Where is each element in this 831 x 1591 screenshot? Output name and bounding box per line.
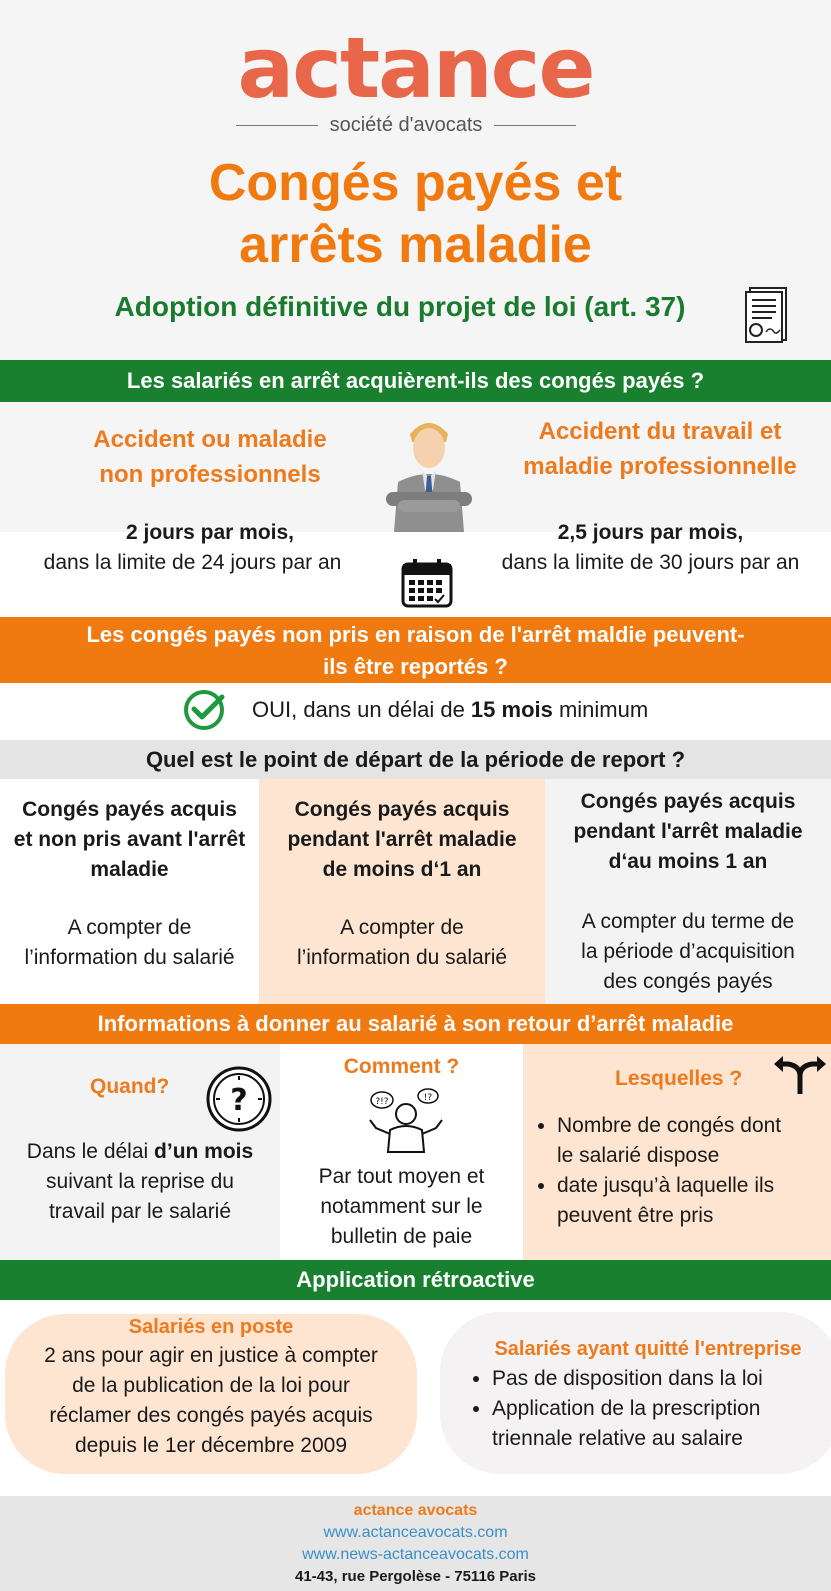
start-col-2-text [259, 913, 545, 973]
answer-suffix: minimum [552, 697, 649, 722]
svg-text:?!?: ?!? [375, 1097, 389, 1107]
person-questioning-icon [368, 1088, 444, 1154]
section-bar-acquisition: Les salariés en arrêt acquièrent-ils des congés payés ? [0, 360, 831, 402]
how-line: Par tout moyen et [318, 1165, 485, 1188]
list-item [557, 1111, 831, 1171]
svg-text:!?: !? [423, 1093, 433, 1103]
right-heading-line: maladie professionnelle [523, 453, 797, 480]
heading-line: pendant l'arrêt maladie [573, 820, 803, 843]
footer-link-news[interactable]: www.news-actanceavocats.com [302, 1546, 529, 1563]
employed-line: 2 ans pour agir en justice à compter [44, 1344, 378, 1367]
which-label: Lesquelles ? [615, 1067, 743, 1090]
how-line: bulletin de paie [330, 1225, 473, 1248]
text-line: A compter du terme de [581, 910, 795, 933]
bar-line: ils être reportés ? [323, 654, 508, 679]
text-line: l’information du salarié [296, 946, 508, 969]
left-company-list [470, 1364, 830, 1454]
heading-line: et non pris avant l'arrêt [13, 828, 246, 851]
text-line: A compter de [340, 916, 464, 939]
item-line: le salarié dispose [557, 1144, 720, 1167]
heading-line: de moins d‘1 an [322, 858, 482, 881]
employed-line: depuis le 1er décembre 2009 [74, 1434, 347, 1457]
item-line: peuvent être pris [557, 1204, 714, 1227]
when-bold: d’un mois [154, 1140, 254, 1163]
section-bar-retro: Application rétroactive [0, 1260, 831, 1300]
tagline: société d'avocats [329, 113, 483, 136]
how-label: Comment ? [343, 1055, 460, 1078]
when-line: travail par le salarié [48, 1200, 232, 1223]
bar-line: Les congés payés non pris en raison de l'arrêt maldie peuvent- [86, 622, 745, 647]
text-line: la période d’acquisition [581, 940, 795, 963]
title-line-1: Congés payés et [208, 154, 623, 212]
actance-logo: actance [237, 19, 594, 117]
title-line-2: arrêts maladie [239, 216, 592, 274]
left-heading-line: Accident ou maladie [93, 426, 327, 453]
header [0, 0, 831, 360]
right-heading-line: Accident du travail et [538, 418, 782, 445]
when-text [0, 1137, 280, 1227]
clock-question-icon [205, 1065, 273, 1133]
start-col-2-heading [259, 795, 545, 885]
which-list [535, 1111, 831, 1231]
item-line: • Nombre de congés dont [557, 1114, 782, 1137]
split-arrows-icon [772, 1052, 828, 1096]
text-line: l’information du salarié [24, 946, 235, 969]
left-limit: dans la limite de 24 jours par an [43, 551, 342, 574]
when-label: Quand? [90, 1075, 170, 1098]
answer-bold: 15 mois [470, 697, 553, 722]
start-col-3-text [545, 907, 831, 997]
left-heading [40, 422, 380, 492]
page-title [0, 152, 831, 276]
left-company-title: Salariés ayant quitté l'entreprise [494, 1338, 802, 1360]
left-rate: 2 jours par mois, [125, 521, 295, 544]
right-heading [500, 414, 820, 484]
heading-line: Congés payés acquis [580, 790, 796, 813]
employed-line: réclamer des congés payés acquis [49, 1404, 373, 1427]
check-circle-icon [182, 688, 226, 732]
left-heading-line: non professionnels [99, 461, 321, 488]
start-col-1-text [0, 913, 259, 973]
heading-line: d‘au moins 1 an [608, 850, 768, 873]
divider [494, 125, 576, 126]
item-line: triennale relative au salaire [492, 1427, 743, 1450]
report-answer [252, 695, 648, 725]
list-item [492, 1364, 830, 1394]
employed-title: Salariés en poste [128, 1316, 294, 1338]
employed-text [5, 1341, 417, 1461]
right-limit: dans la limite de 30 jours par an [501, 551, 800, 574]
divider [236, 125, 318, 126]
section-bar-info: Informations à donner au salarié à son retour d’arrêt maladie [0, 1004, 831, 1044]
footer-link-website[interactable]: www.actanceavocats.com [323, 1524, 508, 1541]
text-line: des congés payés [603, 970, 773, 993]
heading-line: Congés payés acquis [294, 798, 510, 821]
item-line: • Application de la prescription [492, 1397, 761, 1420]
document-icon [742, 286, 790, 344]
when-line: suivant la reprise du [46, 1170, 234, 1193]
how-text [280, 1162, 523, 1252]
footer-address: 41-43, rue Pergolèse - 75116 Paris [295, 1568, 536, 1585]
start-col-3-heading [545, 787, 831, 877]
page-subtitle: Adoption définitive du projet de loi (art. 37) [114, 291, 686, 322]
heading-line: pendant l'arrêt maladie [287, 828, 517, 851]
employed-line: de la publication de la loi pour [72, 1374, 350, 1397]
calendar-icon [400, 556, 454, 610]
item-line: • Pas de disposition dans la loi [492, 1367, 763, 1390]
list-item [557, 1171, 831, 1231]
section-bar-report [0, 617, 831, 683]
list-item [492, 1394, 830, 1454]
footer-name: actance avocats [353, 1502, 478, 1519]
heading-line: maladie [90, 858, 169, 881]
person-crossed-arms-icon [384, 414, 474, 532]
section-bar-start: Quel est le point de départ de la période de report ? [0, 740, 831, 779]
item-line: • date jusqu’à laquelle ils [557, 1174, 775, 1197]
tagline-row [236, 112, 576, 138]
when-prefix: Dans le délai [26, 1140, 155, 1163]
right-rate: 2,5 jours par mois, [557, 521, 744, 544]
answer-prefix: OUI, dans un délai de [252, 697, 471, 722]
how-line: notamment sur le [320, 1195, 483, 1218]
svg-text:?: ? [230, 1083, 248, 1118]
footer [0, 1496, 831, 1591]
text-line: A compter de [67, 916, 192, 939]
heading-line: Congés payés acquis [22, 798, 237, 821]
start-col-1-heading [0, 795, 259, 885]
